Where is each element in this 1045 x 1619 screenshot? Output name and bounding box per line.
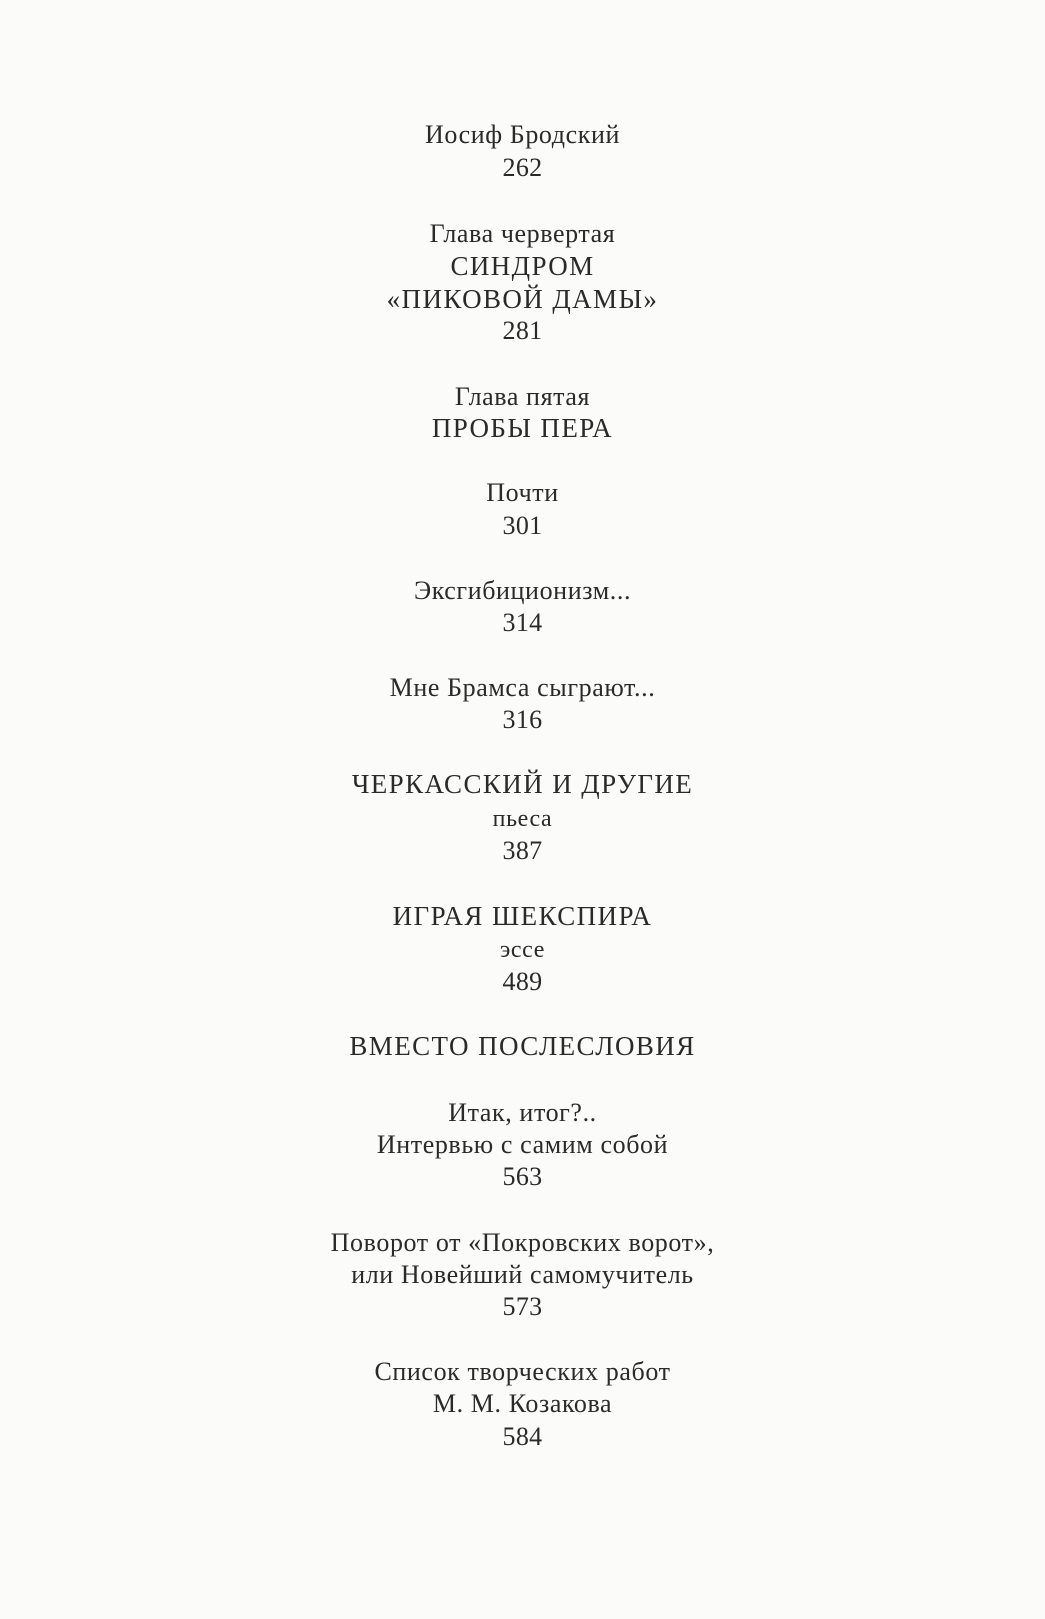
chapter-title: «ПИКОВОЙ ДАМЫ» [386, 284, 659, 314]
toc-entry-title: Иосиф Бродский [424, 120, 621, 149]
toc-page-number: 314 [502, 608, 543, 637]
toc-page-number: 387 [502, 836, 543, 865]
toc-entry-title: или Новейший самомучитель [351, 1260, 694, 1289]
section-title: ВМЕСТО ПОСЛЕСЛОВИЯ [349, 1031, 696, 1061]
toc-page-number: 301 [502, 511, 543, 540]
section-subtitle: пьеса [492, 806, 553, 832]
section-subtitle: эссе [500, 937, 545, 963]
toc-page-number: 573 [502, 1292, 543, 1321]
toc-entry-title: Почти [486, 478, 559, 507]
section-title: ЧЕРКАССКИЙ И ДРУГИЕ [351, 769, 694, 799]
toc-page-number: 584 [502, 1422, 543, 1451]
toc-page-number: 489 [502, 967, 543, 996]
toc-entry-title: Поворот от «Покровских ворот», [330, 1228, 715, 1257]
section-title: ИГРАЯ ШЕКСПИРА [392, 901, 653, 931]
chapter-label: Глава пятая [454, 382, 591, 411]
toc-page-number: 563 [502, 1162, 543, 1191]
toc-entry-title: Итак, итог?.. [448, 1098, 597, 1127]
toc-page-number: 262 [502, 153, 543, 182]
chapter-title: ПРОБЫ ПЕРА [431, 413, 614, 443]
toc-entry-title: Эксгибиционизм... [413, 576, 632, 605]
toc-entry-title: Список творческих работ [374, 1357, 671, 1386]
toc-page-number: 316 [502, 705, 543, 734]
toc-entry-title: Интервью с самим собой [376, 1130, 669, 1159]
toc-entry-title: Мне Брамса сыграют... [389, 673, 656, 702]
chapter-label: Глава червертая [429, 219, 616, 248]
toc-entry-title: М. М. Козакова [432, 1389, 613, 1418]
chapter-title: СИНДРОМ [450, 251, 595, 281]
toc-page-number: 281 [502, 316, 543, 345]
